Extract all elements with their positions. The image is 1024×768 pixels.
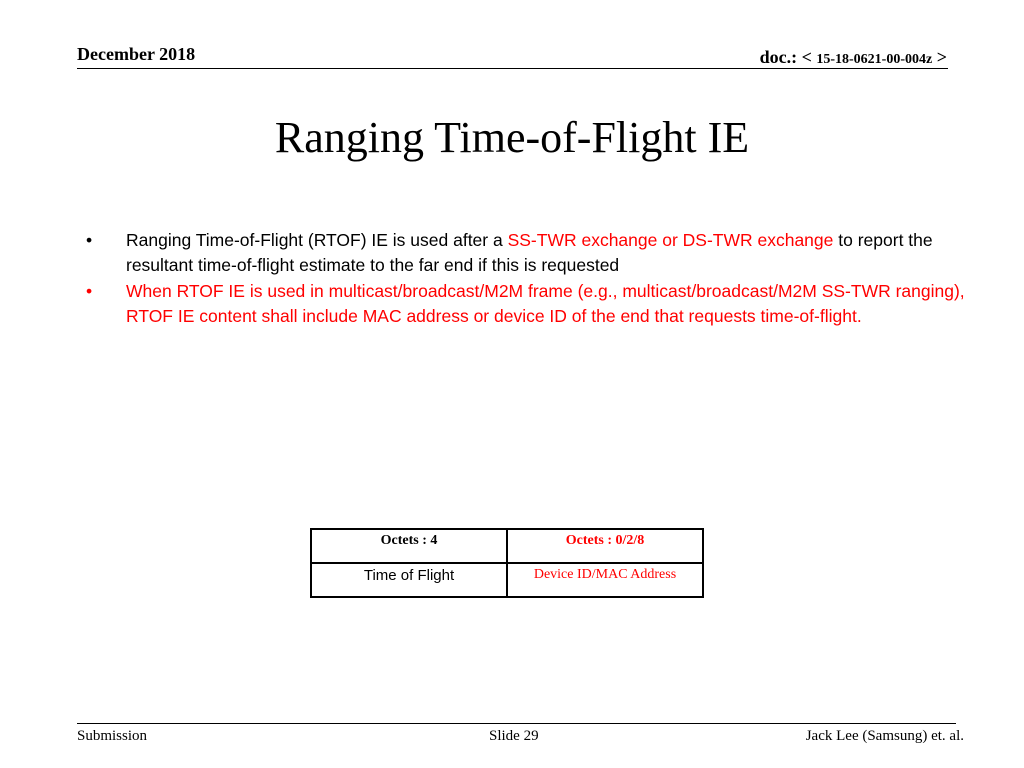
header-doc-id [760, 47, 947, 68]
table-cell-device-id: Device ID/MAC Address [507, 563, 703, 597]
footer-author: Jack Lee (Samsung) et. al. [805, 728, 964, 744]
ie-format-table [310, 528, 704, 598]
doc-close-bracket: > [932, 47, 947, 67]
doc-number: 15-18-0621-00-004z [816, 52, 933, 67]
table-header-row [311, 529, 703, 563]
bullet-text-part1: Ranging Time-of-Flight (RTOF) IE is used after a [126, 230, 508, 250]
bullet-marker: • [86, 281, 93, 301]
footer-slide-number: Slide 29 [489, 728, 539, 744]
slide-title: Ranging Time-of-Flight IE [274, 113, 750, 162]
footer-divider [77, 723, 956, 724]
table-header-cell-octets-tof: Octets : 4 [311, 529, 507, 563]
bullet-marker: • [86, 230, 93, 250]
table-cell-time-of-flight: Time of Flight [311, 563, 507, 597]
doc-open-bracket: < [801, 47, 817, 67]
header-date: December 2018 [77, 44, 196, 64]
table-row [311, 563, 703, 597]
bullet-item-multicast [86, 279, 966, 328]
footer-submission: Submission [77, 728, 148, 744]
bullet-item-rtof-usage [86, 228, 966, 277]
bullet-text-multicast: When RTOF IE is used in multicast/broadcast/M2M frame (e.g., multicast/broadcast/M2M SS-TWR ranging), RTOF IE content shall include MAC address or device ID of the end that requests time-of-flight. [126, 281, 965, 326]
table-header-cell-octets-id: Octets : 0/2/8 [507, 529, 703, 563]
header-divider [77, 68, 948, 69]
bullet-text-highlight: SS-TWR exchange or DS-TWR exchange [507, 230, 834, 250]
bullet-text-part3: to report the resultant time-of-flight estimate to the far end if this is requested [126, 230, 933, 275]
doc-label: doc.: [759, 47, 802, 67]
bullet-list [86, 228, 966, 330]
